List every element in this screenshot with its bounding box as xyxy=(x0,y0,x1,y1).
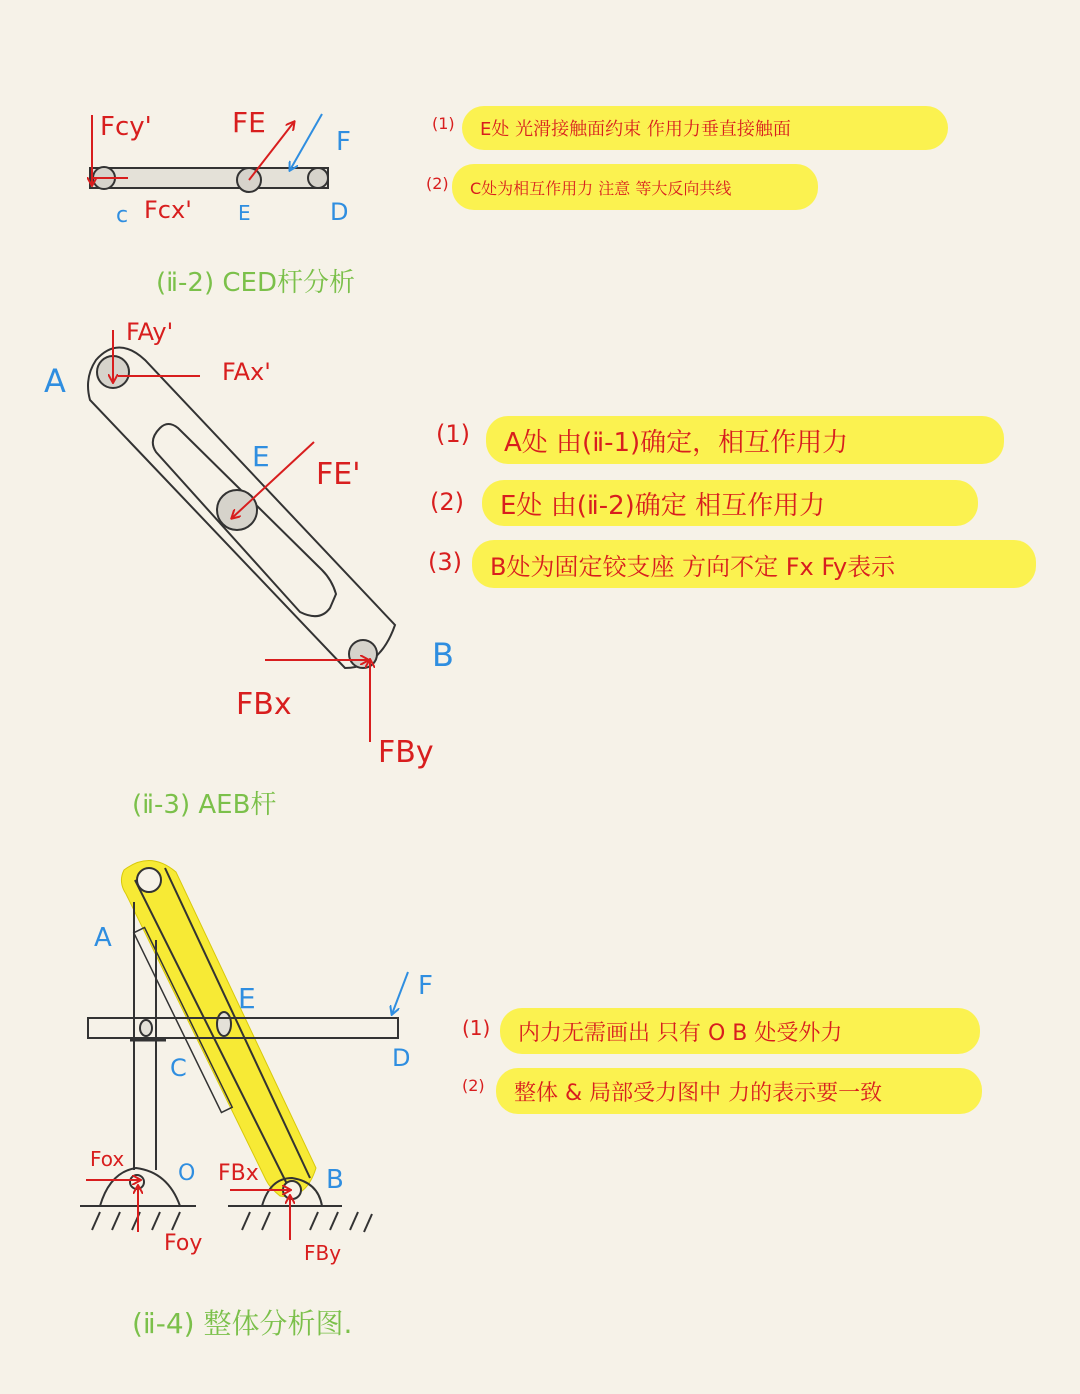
note-number: (2) xyxy=(462,1076,485,1095)
note-number: (1) xyxy=(432,114,455,133)
note-number: (3) xyxy=(428,548,462,576)
label-o: O xyxy=(178,1161,196,1186)
f-load-arrow xyxy=(290,114,322,170)
label-a: A xyxy=(44,362,66,400)
label-e3: E xyxy=(252,440,270,473)
ced-bar-diagram xyxy=(90,106,351,228)
label-fby: FBy xyxy=(378,735,434,770)
label-fe: FE xyxy=(232,106,266,139)
fe-prime-arrow xyxy=(232,442,314,518)
aeb-bar-diagram xyxy=(44,318,454,770)
label-d4: D xyxy=(392,1044,411,1072)
note-number: (1) xyxy=(436,420,470,448)
note-text: E处 由(ⅱ-2)确定 相互作用力 xyxy=(500,490,826,521)
label-fe-prime: FE' xyxy=(316,457,361,492)
note-highlight xyxy=(496,1068,982,1114)
label-fox: Fox xyxy=(90,1147,125,1171)
note-number: (2) xyxy=(426,174,449,193)
note-number: (1) xyxy=(462,1016,491,1040)
note-text: C处为相互作用力 注意 等大反向共线 xyxy=(470,178,732,198)
label-a4: A xyxy=(94,923,112,953)
label-d: D xyxy=(330,198,349,226)
whole-system-diagram xyxy=(80,860,433,1265)
note-highlight xyxy=(486,416,1004,464)
note-highlight xyxy=(482,480,978,526)
label-fcx: Fcx' xyxy=(144,196,192,224)
label-fby4: FBy xyxy=(304,1241,342,1265)
note-text: A处 由(ⅱ-1)确定，相互作用力 xyxy=(504,427,849,458)
note-highlight xyxy=(500,1008,980,1054)
label-c4: C xyxy=(170,1054,187,1082)
note-text: 整体 & 局部受力图中 力的表示要一致 xyxy=(514,1080,883,1106)
label-f: F xyxy=(336,127,351,157)
caption-ced: (ⅱ-2) CED杆分析 xyxy=(156,268,355,298)
label-fax: FAx' xyxy=(222,358,271,386)
label-f4: F xyxy=(418,971,433,1001)
note-text: B处为固定铰支座 方向不定 Fx Fy表示 xyxy=(490,552,896,581)
label-e4: E xyxy=(238,982,256,1015)
note-text: 内力无需画出 只有 O B 处受外力 xyxy=(518,1020,843,1046)
label-foy: Foy xyxy=(164,1231,203,1256)
label-fcy: Fcy' xyxy=(100,112,152,142)
note-text: E处 光滑接触面约束 作用力垂直接触面 xyxy=(480,119,791,140)
f4-load-arrow xyxy=(392,972,408,1014)
label-b4: B xyxy=(326,1165,344,1195)
label-c: c xyxy=(116,203,129,228)
note-highlight xyxy=(462,106,948,150)
note-number: (2) xyxy=(430,488,464,516)
label-b: B xyxy=(432,636,454,674)
caption-aeb: (ⅱ-3) AEB杆 xyxy=(132,790,277,820)
label-e: E xyxy=(238,201,251,225)
label-fbx4: FBx xyxy=(218,1161,259,1186)
caption-whole: (ⅱ-4) 整体分析图. xyxy=(132,1307,353,1340)
note-highlight xyxy=(452,164,818,210)
label-fay: FAy' xyxy=(126,318,174,346)
note-highlight xyxy=(472,540,1036,588)
label-fbx: FBx xyxy=(236,687,292,722)
